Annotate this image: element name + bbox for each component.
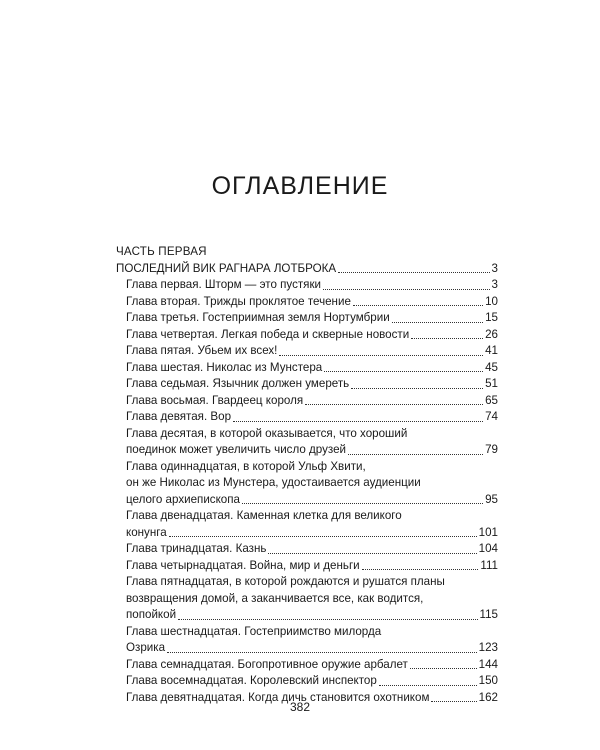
chapter-page: 150 — [478, 674, 498, 687]
leader-dots — [279, 354, 483, 356]
chapter-page: 101 — [478, 525, 498, 539]
toc-row — [116, 277, 498, 294]
chapter-title: Глава восемнадцатая. Королевский инспектор — [126, 674, 377, 687]
leader-dots — [323, 288, 490, 290]
chapter-title: Глава девятая. Вор — [126, 410, 232, 423]
chapter-title: Глава тринадцатая. Казнь — [126, 542, 267, 555]
chapter-page: 3 — [491, 278, 498, 291]
toc-row — [116, 442, 498, 459]
leader-dots — [351, 387, 483, 389]
chapter-page: 111 — [480, 558, 498, 572]
toc-entry — [116, 360, 498, 377]
page-title: ОГЛАВЛЕНИЕ — [211, 172, 389, 200]
chapter-page: 79 — [485, 443, 498, 456]
leader-dots — [167, 651, 477, 653]
toc-entry — [116, 558, 498, 575]
toc-row — [116, 343, 498, 360]
part-label: ЧАСТЬ ПЕРВАЯ — [116, 245, 207, 258]
toc-entry — [116, 624, 498, 657]
chapter-title: Глава вторая. Трижды проклятое течение — [126, 294, 351, 308]
chapter-title-line: Глава шестнадцатая. Гостеприимство милорда — [126, 624, 382, 638]
toc-entry — [116, 673, 498, 690]
toc-row — [116, 492, 498, 509]
toc-entry — [116, 459, 498, 509]
chapter-page: 10 — [485, 294, 498, 308]
toc-row — [116, 558, 498, 575]
chapter-page: 65 — [485, 393, 498, 407]
chapter-title: конунга — [126, 525, 167, 539]
toc-entry — [116, 508, 498, 541]
toc-entry — [116, 409, 498, 426]
leader-dots — [233, 420, 483, 422]
toc-entry — [116, 277, 498, 294]
toc-row — [116, 376, 498, 393]
chapter-list — [116, 277, 498, 706]
chapter-title: Глава пятая. Убьем их всех! — [126, 344, 278, 357]
chapter-title: попойкой — [126, 608, 177, 621]
page-number: 382 — [289, 700, 311, 714]
toc-entry — [116, 574, 498, 624]
chapter-page: 115 — [479, 608, 498, 621]
toc-row — [116, 640, 498, 657]
toc-row — [116, 657, 498, 674]
chapter-title: Глава семнадцатая. Богопротивное оружие арбалет — [126, 657, 408, 671]
leader-dots — [392, 321, 483, 323]
chapter-page: 74 — [485, 410, 498, 423]
chapter-title-line: Глава одиннадцатая, в которой Ульф Хвити, — [126, 459, 366, 473]
chapter-title: Глава четырнадцатая. Война, мир и деньги — [126, 558, 360, 572]
toc-row — [116, 525, 498, 542]
chapter-title-line: Глава десятая, в которой оказывается, что хороший — [126, 426, 408, 440]
chapter-title: Глава восьмая. Гвардеец короля — [126, 393, 304, 407]
toc-row — [116, 294, 498, 311]
chapter-page: 15 — [485, 311, 498, 324]
toc-entry — [116, 294, 498, 311]
chapter-title: Глава первая. Шторм — это пустяки — [126, 278, 322, 291]
part-page: 3 — [491, 261, 498, 275]
toc-row — [116, 393, 498, 410]
chapter-title-line: Глава двенадцатая. Каменная клетка для великого — [126, 509, 402, 522]
leader-dots — [178, 618, 477, 620]
chapter-title-line: Глава пятнадцатая, в которой рождаются и рушатся планы — [126, 575, 445, 588]
chapter-page: 51 — [485, 377, 498, 390]
table-of-contents — [116, 244, 498, 706]
chapter-page: 26 — [485, 327, 498, 341]
leader-dots — [242, 502, 483, 504]
leader-dots — [324, 370, 483, 372]
chapter-page: 45 — [485, 360, 498, 374]
leader-dots — [362, 568, 479, 570]
chapter-title: Глава седьмая. Язычник должен умереть — [126, 377, 350, 390]
toc-row — [116, 409, 498, 426]
leader-dots — [338, 271, 489, 273]
chapter-title: Глава шестая. Николас из Мунстера — [126, 360, 323, 374]
leader-dots — [379, 684, 477, 686]
toc-entry — [116, 541, 498, 558]
chapter-page: 162 — [478, 690, 498, 704]
toc-row — [116, 541, 498, 558]
toc-row — [116, 310, 498, 327]
part-title-entry — [116, 261, 498, 278]
leader-dots — [348, 453, 483, 455]
chapter-title-line: он же Николас из Мунстера, удостаивается аудиенции — [126, 476, 421, 489]
chapter-title-line: возвращения домой, а заканчивается все, как водится, — [126, 591, 424, 605]
chapter-title: Глава четвертая. Легкая победа и скверные новости — [126, 327, 410, 341]
leader-dots — [268, 552, 476, 554]
toc-entry — [116, 657, 498, 674]
part-title: ПОСЛЕДНИЙ ВИК РАГНАРА ЛОТБРОКА — [116, 261, 337, 275]
toc-entry — [116, 343, 498, 360]
toc-row — [116, 673, 498, 690]
toc-row — [116, 607, 498, 624]
leader-dots — [410, 667, 477, 669]
toc-entry — [116, 393, 498, 410]
chapter-title: Глава девятнадцатая. Когда дичь становится охотником — [126, 690, 430, 704]
chapter-page: 104 — [478, 542, 498, 555]
chapter-page: 41 — [485, 344, 498, 357]
leader-dots — [169, 535, 477, 537]
chapter-page: 95 — [485, 492, 498, 506]
toc-entry — [116, 426, 498, 459]
leader-dots — [305, 403, 483, 405]
leader-dots — [411, 337, 483, 339]
toc-row — [116, 327, 498, 344]
toc-entry — [116, 327, 498, 344]
chapter-page: 123 — [478, 641, 498, 654]
chapter-title: целого архиепископа — [126, 492, 240, 506]
chapter-title: Глава третья. Гостеприимная земля Нортумбрии — [126, 311, 390, 324]
toc-entry — [116, 376, 498, 393]
leader-dots — [353, 304, 483, 306]
chapter-title: Озрика — [126, 641, 166, 654]
toc-entry — [116, 310, 498, 327]
chapter-page: 144 — [478, 657, 498, 671]
chapter-title: поединок может увеличить число друзей — [126, 443, 347, 456]
toc-row — [116, 360, 498, 377]
